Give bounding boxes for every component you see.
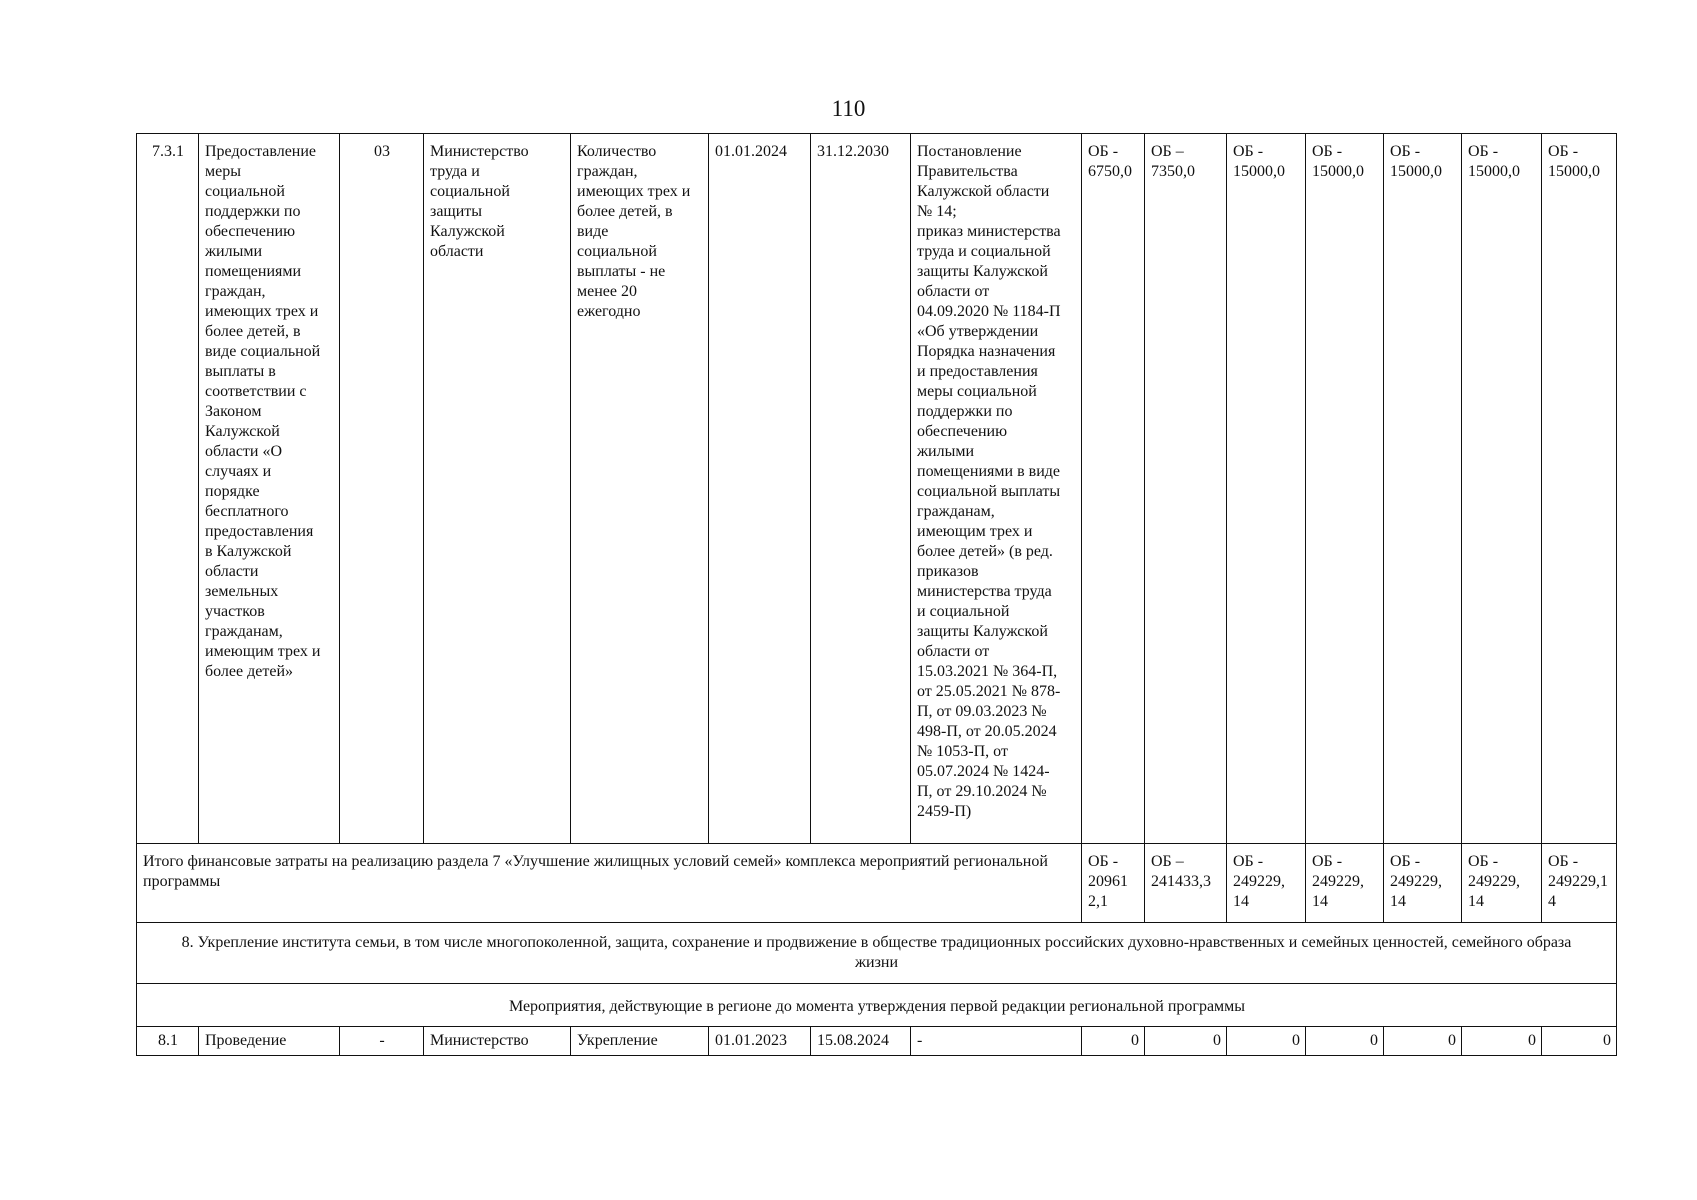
total-amount-cell: ОБ - 249229,1 4 (1542, 844, 1617, 923)
total-amount-cell: ОБ - 249229, 14 (1462, 844, 1542, 923)
measure-code: - (340, 1027, 424, 1056)
row-number: 8.1 (137, 1027, 199, 1056)
legal-basis: - (911, 1027, 1082, 1056)
measure-name: Предоставление меры социальной поддержки по обеспечению жилыми помещениями граждан, имеющих трех и более детей, в виде социальной выплаты в соответствии с Законом Калужской области «О случаях и порядке бесплатного предоставления в Калужской области земельных участков гражданам, имеющим трех и более детей» (199, 134, 340, 844)
section-8-heading-row (137, 923, 1617, 984)
amount-cell: ОБ – 7350,0 (1145, 134, 1227, 844)
program-table (136, 133, 1617, 1056)
start-date: 01.01.2023 (709, 1027, 811, 1056)
executor: Министерство (424, 1027, 571, 1056)
table-row-7-3-1 (137, 134, 1617, 844)
start-date: 01.01.2024 (709, 134, 811, 844)
amount-cell: ОБ - 6750,0 (1082, 134, 1145, 844)
executor: Министерство труда и социальной защиты Калужской области (424, 134, 571, 844)
total-label: Итого финансовые затраты на реализацию раздела 7 «Улучшение жилищных условий семей» комплекса мероприятий региональной программы (137, 844, 1082, 923)
amount-cell: ОБ - 15000,0 (1227, 134, 1306, 844)
table-row-8-1 (137, 1027, 1617, 1056)
end-date: 31.12.2030 (811, 134, 911, 844)
section-heading: 8. Укрепление института семьи, в том числе многопоколенной, защита, сохранение и продвижение в обществе традиционных российских духовно-нравственных и семейных ценностей, семейного образа жизни (137, 923, 1617, 984)
amount-cell: ОБ - 15000,0 (1306, 134, 1384, 844)
amount-cell: 0 (1462, 1027, 1542, 1056)
total-row-section-7 (137, 844, 1617, 923)
measure-code: 03 (340, 134, 424, 844)
amount-cell: ОБ - 15000,0 (1384, 134, 1462, 844)
amount-cell: 0 (1542, 1027, 1617, 1056)
total-amount-cell: ОБ - 249229, 14 (1227, 844, 1306, 923)
subheading-row (137, 984, 1617, 1027)
subheading: Мероприятия, действующие в регионе до момента утверждения первой редакции региональной программы (137, 984, 1617, 1027)
amount-cell: 0 (1145, 1027, 1227, 1056)
indicator: Количество граждан, имеющих трех и более детей, в виде социальной выплаты - не менее 20 ежегодно (571, 134, 709, 844)
amount-cell: ОБ - 15000,0 (1462, 134, 1542, 844)
indicator: Укрепление (571, 1027, 709, 1056)
measure-name: Проведение (199, 1027, 340, 1056)
amount-cell: ОБ - 15000,0 (1542, 134, 1617, 844)
row-number: 7.3.1 (137, 134, 199, 844)
end-date: 15.08.2024 (811, 1027, 911, 1056)
page-number: 110 (831, 96, 866, 121)
amount-cell: 0 (1082, 1027, 1145, 1056)
total-amount-cell: ОБ – 241433,3 (1145, 844, 1227, 923)
total-amount-cell: ОБ - 249229, 14 (1384, 844, 1462, 923)
total-amount-cell: ОБ - 249229, 14 (1306, 844, 1384, 923)
total-amount-cell: ОБ - 20961 2,1 (1082, 844, 1145, 923)
legal-basis: Постановление Правительства Калужской области № 14; приказ министерства труда и социальной защиты Калужской области от 04.09.2020 № 1184-П «Об утверждении Порядка назначения и предоставления меры социальной поддержки по обеспечению жилыми помещениями в виде социальной выплаты гражданам, имеющим трех и более детей» (в ред. приказов министерства труда и социальной защиты Калужской области от 15.03.2021 № 364-П, от 25.05.2021 № 878- П, от 09.03.2023 № 498-П, от 20.05.2024 № 1053-П, от 05.07.2024 № 1424- П, от 29.10.2024 № 2459-П) (911, 134, 1082, 844)
amount-cell: 0 (1306, 1027, 1384, 1056)
amount-cell: 0 (1227, 1027, 1306, 1056)
amount-cell: 0 (1384, 1027, 1462, 1056)
